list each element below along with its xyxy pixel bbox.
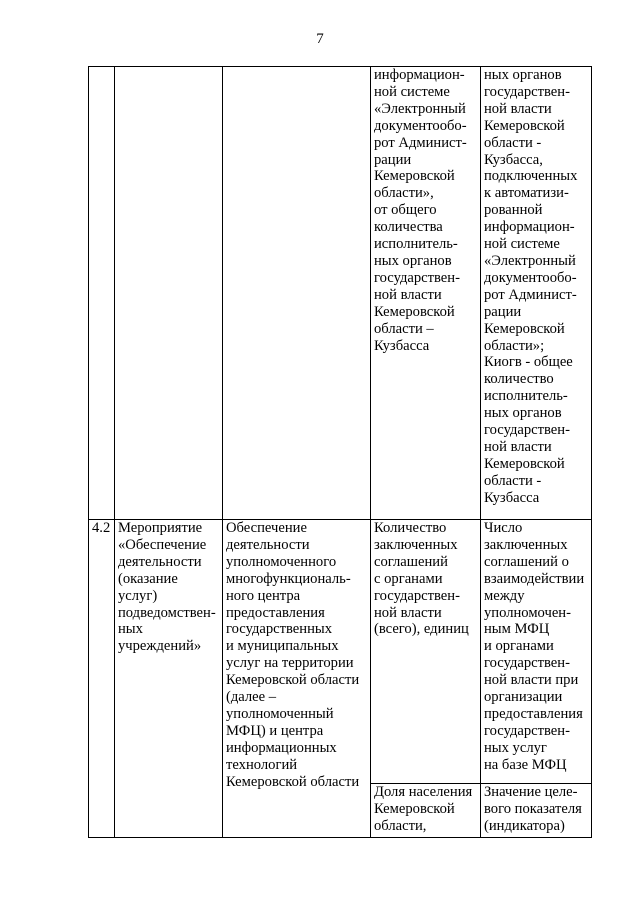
text-line: Количество (374, 520, 447, 536)
text-line: области», (374, 185, 434, 202)
cell-activity-goal (223, 67, 371, 520)
text-line: организации (484, 689, 563, 706)
text-line: многофункциональ- (226, 570, 351, 587)
text-line: государствен- (484, 655, 570, 672)
text-line: Кемеровской (374, 800, 455, 817)
text-line: ного центра (226, 587, 301, 604)
text-line: ных органов (374, 252, 452, 269)
cell-number (89, 67, 115, 520)
text-line: МФЦ) и центра (226, 722, 324, 739)
text-line: государствен- (374, 269, 460, 286)
cell-indicator (371, 67, 481, 520)
text-line: соглашений о (484, 553, 569, 570)
text-line: рации (484, 303, 522, 320)
text-line: Мероприятие (118, 520, 203, 536)
text-line: заключенных (374, 536, 458, 553)
text-line: ной системе (374, 83, 450, 100)
cell-activity-name (115, 520, 223, 838)
text-line: уполномоченный (226, 705, 334, 722)
text-line: ных органов (484, 67, 562, 83)
text-line: информацион- (374, 67, 465, 83)
text-line: Обеспечение (226, 520, 307, 536)
text-line: подключенных (484, 168, 578, 185)
cell-calculation-method (481, 520, 592, 784)
cell-number: 4.2 (89, 520, 115, 838)
table-row (89, 67, 592, 520)
text-line: Доля населения (374, 784, 473, 800)
table-row (89, 520, 592, 784)
text-line: документообо- (374, 117, 467, 134)
text-line: Кемеровской (484, 455, 565, 472)
cell-activity-name (115, 67, 223, 520)
text-line: области»; (484, 337, 545, 354)
cell-activity-goal (223, 520, 371, 838)
text-line: рот Админист- (374, 134, 467, 151)
text-line: (оказание (118, 570, 178, 587)
text-line: услуг на территории (226, 655, 354, 672)
text-line: Кемеровской области (226, 672, 360, 689)
text-line: деятельности (118, 553, 202, 570)
text-line: между (484, 587, 525, 604)
text-line: государствен- (484, 422, 570, 439)
text-line: Кемеровской области (226, 773, 360, 790)
text-line: области, (374, 817, 427, 834)
text-line: ным МФЦ (484, 621, 550, 638)
text-line: Кемеровской (374, 168, 455, 185)
text-line: области - (484, 134, 542, 151)
text-line: на базе МФЦ (484, 756, 567, 773)
text-line: учреждений» (118, 638, 202, 655)
text-line: Число (484, 520, 523, 536)
text-line: уполномочен- (484, 604, 571, 621)
cell-calculation-method (481, 784, 592, 838)
text-line: области – (374, 320, 434, 337)
cell-indicator (371, 520, 481, 784)
cell-calculation-method (481, 67, 592, 520)
text-line: исполнитель- (374, 236, 458, 253)
text-line: области - (484, 472, 542, 489)
text-line: государствен- (374, 587, 460, 604)
text-line: ных органов (484, 405, 562, 422)
text-line: Кузбасса (374, 337, 430, 354)
text-line: «Электронный (374, 100, 466, 117)
text-line: заключенных (484, 536, 568, 553)
text-line: предоставления (226, 604, 325, 621)
text-line: ной власти (374, 286, 442, 303)
text-line: ной власти (484, 438, 552, 455)
text-line: уполномоченного (226, 553, 337, 570)
text-line: информационных (226, 739, 337, 756)
program-table (88, 66, 592, 838)
text-line: Киогв - общее (484, 354, 573, 371)
text-line: рот Админист- (484, 286, 577, 303)
text-line: (далее – (226, 689, 277, 706)
text-line: Кемеровской (484, 117, 565, 134)
text-line: документообо- (484, 269, 577, 286)
text-line: Кемеровской (484, 320, 565, 337)
text-line: «Электронный (484, 252, 576, 269)
page-number: 7 (316, 31, 324, 47)
text-line: с органами (374, 570, 443, 587)
text-line: вого показателя (484, 800, 582, 817)
text-line: услуг) (118, 587, 158, 604)
text-line: государственных (226, 621, 333, 638)
text-line: Значение целе- (484, 784, 578, 800)
text-line: количество (484, 371, 554, 388)
text-line: и органами (484, 638, 554, 655)
text-line: рованной (484, 202, 543, 219)
cell-indicator (371, 784, 481, 838)
text-line: ной власти (374, 604, 442, 621)
text-line: ной власти при (484, 672, 579, 689)
text-line: ных (118, 621, 143, 638)
text-line: ных услуг (484, 739, 547, 756)
text-line: «Обеспечение (118, 536, 207, 553)
text-line: (индикатора) (484, 817, 565, 834)
text-line: (всего), единиц (374, 621, 469, 638)
text-line: от общего (374, 202, 437, 219)
text-line: количества (374, 219, 443, 236)
text-line: государствен- (484, 83, 570, 100)
text-line: рации (374, 151, 412, 168)
text-line: и муниципальных (226, 638, 339, 655)
text-line: Кемеровской (374, 303, 455, 320)
text-line: соглашений (374, 553, 448, 570)
text-line: подведомствен- (118, 604, 216, 621)
text-line: государствен- (484, 722, 570, 739)
text-line: ной власти (484, 100, 552, 117)
text-line: предоставления (484, 705, 583, 722)
text-line: информацион- (484, 219, 575, 236)
text-line: Кузбасса (484, 489, 540, 506)
text-line: исполнитель- (484, 388, 568, 405)
text-line: Кузбасса, (484, 151, 543, 168)
text-line: деятельности (226, 536, 310, 553)
text-line: взаимодействии (484, 570, 585, 587)
text-line: технологий (226, 756, 298, 773)
text-line: ной системе (484, 236, 560, 253)
text-line: к автоматизи- (484, 185, 569, 202)
